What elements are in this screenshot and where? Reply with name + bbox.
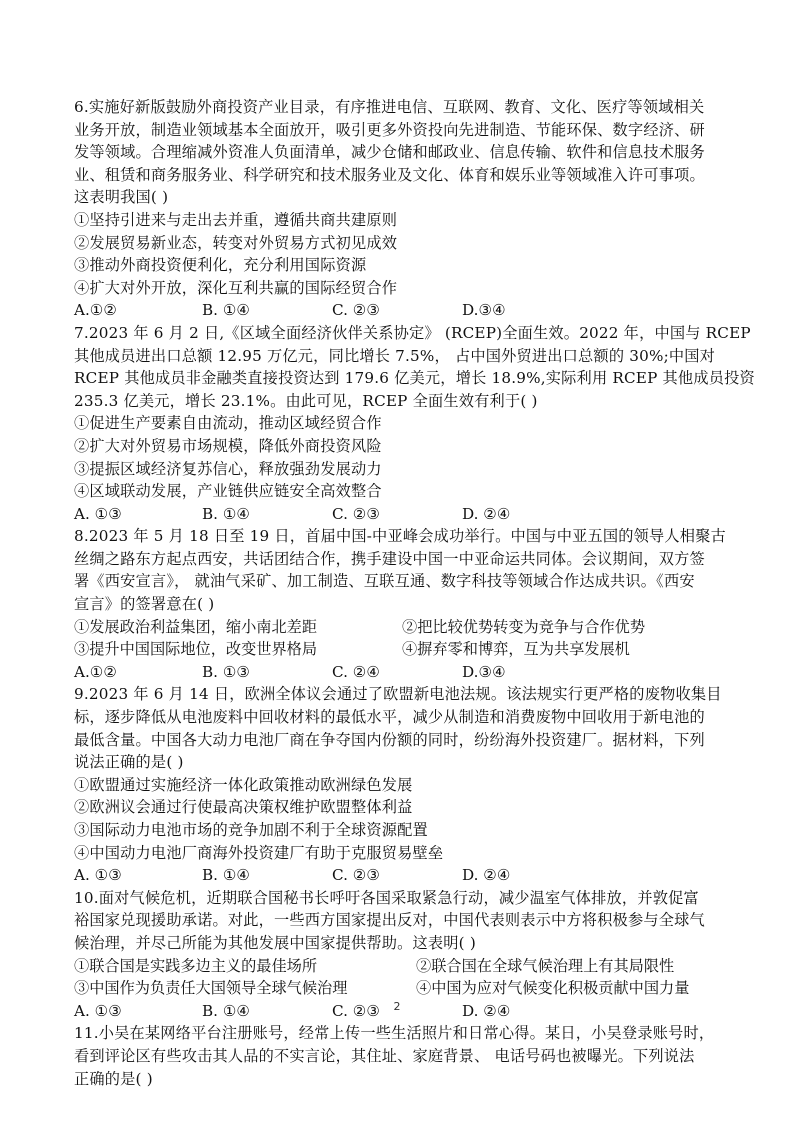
question-8 (74, 525, 724, 683)
question-stem-line: 11.小吴在某网络平台注册账号，经常上传一些生活照片和日常心得。某日，小吴登录账号时， (74, 1024, 715, 1043)
statement-item: ③推动外商投资便利化，充分利用国际资源 (74, 256, 367, 275)
option-b: B. ①④ (202, 504, 251, 523)
question-stem-line: 8.2023 年 5 月 18 日至 19 日，首届中国-中亚峰会成功举行。中国与中亚五国的领导人相聚古 (74, 527, 726, 546)
statement-item: ①坚持引进来与走出去并重，遵循共商共建原则 (74, 210, 398, 229)
option-c: C. ②④ (332, 662, 380, 681)
question-stem-line: 正确的是( ) (74, 1069, 153, 1088)
exam-page (74, 96, 755, 1090)
answer-options (74, 299, 724, 322)
question-stem-line: 235.3 亿美元，增长 23.1%。由此可见，RCEP 全面生效有利于( ) (74, 391, 538, 410)
question-stem-line: 业务开放，制造业领域基本全面放开，吸引更多外资投向先进制造、节能环保、数字经济、研 (74, 120, 705, 139)
option-a: A. ①③ (74, 1001, 122, 1020)
statement-item: ③提升中国国际地位，改变世界格局 (74, 640, 317, 659)
question-stem-line: 其他成员进出口总额 12.95 万亿元，同比增长 7.5%， 占中国外贸进出口总额的 30%;中国对 (74, 346, 716, 365)
answer-options (74, 661, 724, 684)
statement-item: ①促进生产要素自由流动，推动区域经贸合作 (74, 414, 382, 433)
answer-options (74, 503, 724, 526)
answer-options (74, 864, 724, 887)
question-stem-line: 丝绸之路东方起点西安，共话团结合作，携手建设中国一中亚命运共同体。会议期间，双方签 (74, 549, 705, 568)
statement-item: ④中国为应对气候变化积极贡献中国力量 (416, 979, 690, 998)
option-a: A. ①③ (74, 504, 122, 523)
question-6 (74, 96, 724, 322)
statement-item: ①发展政治利益集团，缩小南北差距 (74, 617, 317, 636)
option-c: C. ②③ (332, 1001, 380, 1020)
question-stem-line: 裕国家兑现援助承诺。对此，一些西方国家提出反对，中国代表则表示中方将积极参与全球气 (74, 911, 705, 930)
page-number: 2 (393, 1000, 401, 1013)
question-stem-line: 6.实施好新版鼓励外商投资产业目录，有序推进电信、互联网、教育、文化、医疗等领域相关 (74, 98, 705, 116)
question-11 (74, 1022, 724, 1090)
statement-item: ②把比较优势转变为竞争与合作优势 (402, 617, 645, 636)
statement-item: ④摒弃零和博弈，互为共享发展机 (402, 640, 630, 659)
question-stem-line: 这表明我国( ) (74, 188, 169, 207)
option-b: B. ①④ (202, 1001, 251, 1020)
option-a: A.①② (74, 662, 118, 681)
option-d: D.③④ (462, 662, 506, 681)
question-7 (74, 322, 755, 525)
statement-row (74, 616, 724, 639)
statement-item: ③国际动力电池市场的竞争加剧不利于全球资源配置 (74, 821, 428, 839)
question-stem-line: 看到评论区有些攻击其人品的不实言论，其住址、家庭背景、 电话号码也被曝光。下列说法 (74, 1046, 695, 1065)
statement-item: ②欧洲议会通过行使最高决策权维护欧盟整体利益 (74, 798, 413, 817)
option-d: D. ②④ (462, 866, 511, 885)
option-d: D. ②④ (462, 504, 511, 523)
question-stem-line: 宣言》的签署意在( ) (74, 595, 215, 614)
statement-item: ②联合国在全球气候治理上有其局限性 (416, 956, 675, 975)
question-stem-line: 7.2023 年 6 月 2 日,《区域全面经济伙伴关系协定》 (RCEP)全面生效。2022 年，中国与 RCEP (74, 323, 751, 342)
statement-item: ①欧盟通过实施经济一体化政策推动欧洲绿色发展 (74, 775, 413, 794)
statement-item: ②发展贸易新业态，转变对外贸易方式初见成效 (74, 233, 398, 252)
option-a: A.①② (74, 301, 118, 320)
option-c: C. ②③ (332, 866, 380, 885)
statement-item: ④扩大对外开放，深化互利共赢的国际经贸合作 (74, 278, 398, 297)
question-stem-line: RCEP 其他成员非金融类直接投资达到 179.6 亿美元，增长 18.9%,实际利用 RCEP 其他成员投资 (74, 369, 755, 388)
option-b: B. ①④ (202, 301, 251, 320)
question-stem-line: 标，逐步降低从电池废料中回收材料的最低水平，减少从制造和消费废物中回收用于新电池的 (74, 708, 705, 727)
option-d: D. ②④ (462, 1001, 511, 1020)
option-d: D.③④ (462, 301, 506, 320)
statement-row (74, 638, 724, 661)
statement-item: ③提振区域经济复苏信心，释放强劲发展动力 (74, 459, 382, 478)
question-stem-line: 业、租赁和商务服务业、科学研究和技术服务业及文化、体育和娱乐业等领域准入许可事项。 (74, 165, 705, 184)
statement-item: ③中国作为负责任大国领导全球气候治理 (74, 979, 348, 998)
question-stem-line: 10.面对气候危机，近期联合国秘书长呼吁各国采取紧急行动，减少温室气体排放，并敦促富 (74, 888, 699, 907)
question-stem-line: 署《西安宣言》， 就油气采矿、加工制造、互联互通、数字科技等领域合作达成共识。《西安 (74, 572, 695, 591)
option-a: A. ①③ (74, 866, 122, 885)
statement-item: ①联合国是实践多边主义的最佳场所 (74, 956, 317, 975)
statement-item: ④区域联动发展，产业链供应链安全高效整合 (74, 482, 382, 501)
statement-row (74, 955, 724, 978)
question-stem-line: 发等领域。合理缩减外资准人负面清单，减少仓储和邮政业、信息传输、软件和信息技术服务 (74, 143, 705, 162)
option-b: B. ①④ (202, 866, 251, 885)
question-9 (74, 683, 724, 886)
question-stem-line: 最低含量。中国各大动力电池厂商在争夺国内份额的同时，纷纷海外投资建厂。据材料，下列 (74, 730, 705, 749)
option-c: C. ②③ (332, 504, 380, 523)
question-stem-line: 9.2023 年 6 月 14 日，欧洲全体议会通过了欧盟新电池法规。该法规实行更严格的废物收集目 (74, 685, 722, 704)
question-stem-line: 说法正确的是( ) (74, 753, 184, 772)
statement-row (74, 977, 724, 1000)
question-stem-line: 候治理，并尽己所能为其他发展中国家提供帮助。这表明( ) (74, 933, 476, 952)
option-c: C. ②③ (332, 301, 380, 320)
statement-item: ②扩大对外贸易市场规模，降低外商投资风险 (74, 436, 382, 455)
statement-item: ④中国动力电池厂商海外投资建厂有助于克服贸易壁垒 (74, 843, 444, 862)
option-b: B. ①③ (202, 662, 251, 681)
